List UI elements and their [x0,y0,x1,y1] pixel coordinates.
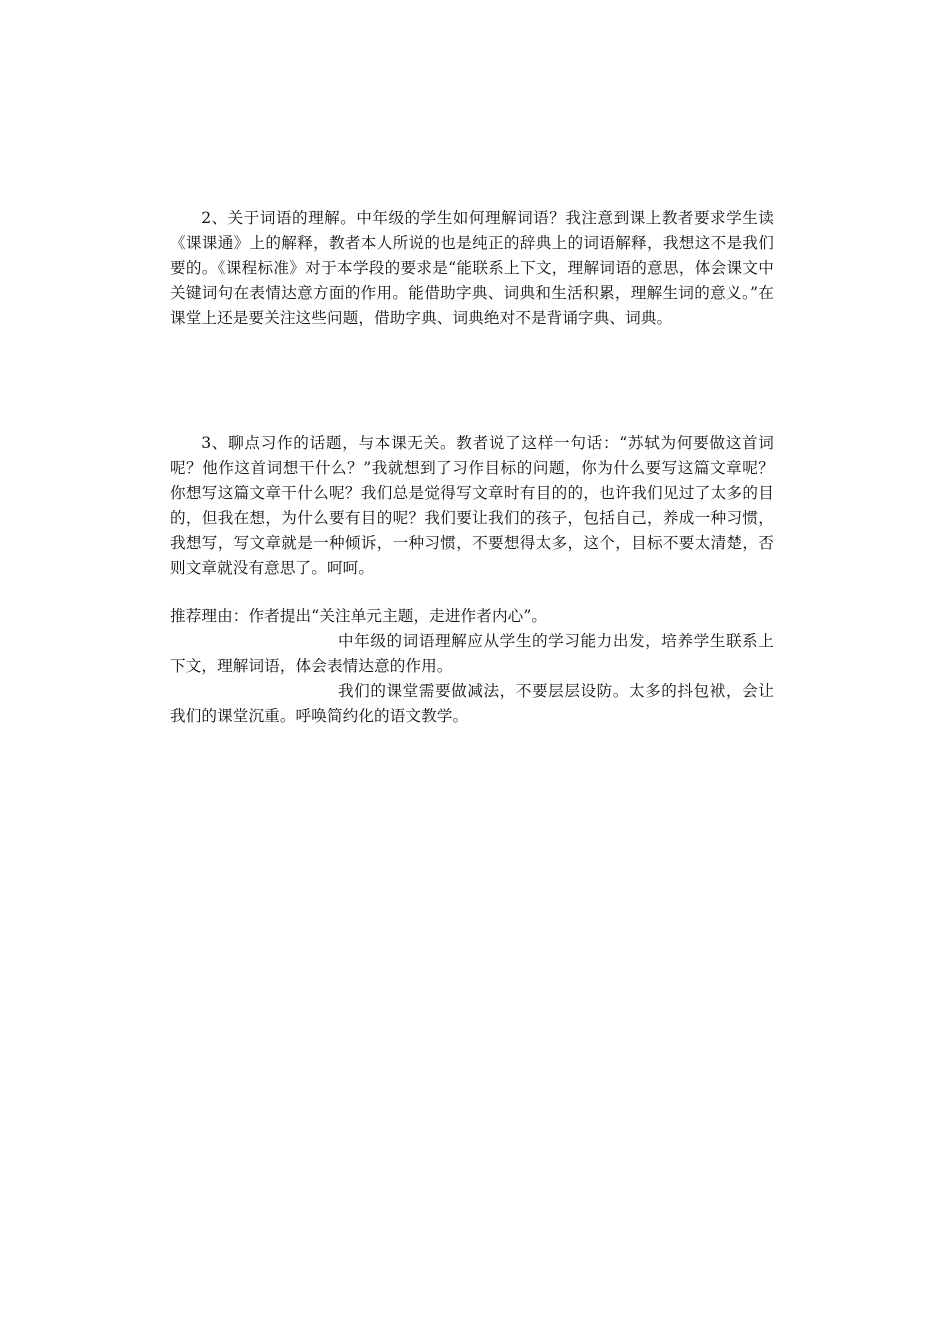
paragraph-word-understanding: 2、关于词语的理解。中年级的学生如何理解词语？我注意到课上教者要求学生读《课课通》上的解释，教者本人所说的也是纯正的辞典上的词语解释，我想这不是我们要的。《课程标准》对于本学段的要求是“能联系上下文，理解词语的意思，体会课文中关键词句在表情达意方面的作用。能借助字典、词典和生活积累，理解生词的意义。”在课堂上还是要关注这些问题，借助字典、词典绝对不是背诵字典、词典。 [170,209,774,327]
recommendation-heading: 推荐理由：作者提出“关注单元主题，走进作者内心”。 [170,607,548,625]
paragraph-writing-topic: 3、聊点习作的话题，与本课无关。教者说了这样一句话：“苏轼为何要做这首词呢？他作这首词想干什么？”我就想到了习作目标的问题，你为什么要写这篇文章呢？你想写这篇文章干什么呢？我们总是觉得写文章时有目的的，也许我们见过了太多的目的，但我在想，为什么要有目的呢？我们要让我们的孩子，包括自己，养成一种习惯，我想写，写文章就是一种倾诉，一种习惯，不要想得太多，这个，目标不要太清楚，否则文章就没有意思了。呵呵。 [170,434,774,577]
recommendation-point-2: 我们的课堂需要做减法，不要层层设防。太多的抖包袱，会让我们的课堂沉重。呼唤简约化的语文教学。 [170,682,774,725]
recommendation-point-1: 中年级的词语理解应从学生的学习能力出发，培养学生联系上下文，理解词语，体会表情达意的作用。 [170,632,774,675]
